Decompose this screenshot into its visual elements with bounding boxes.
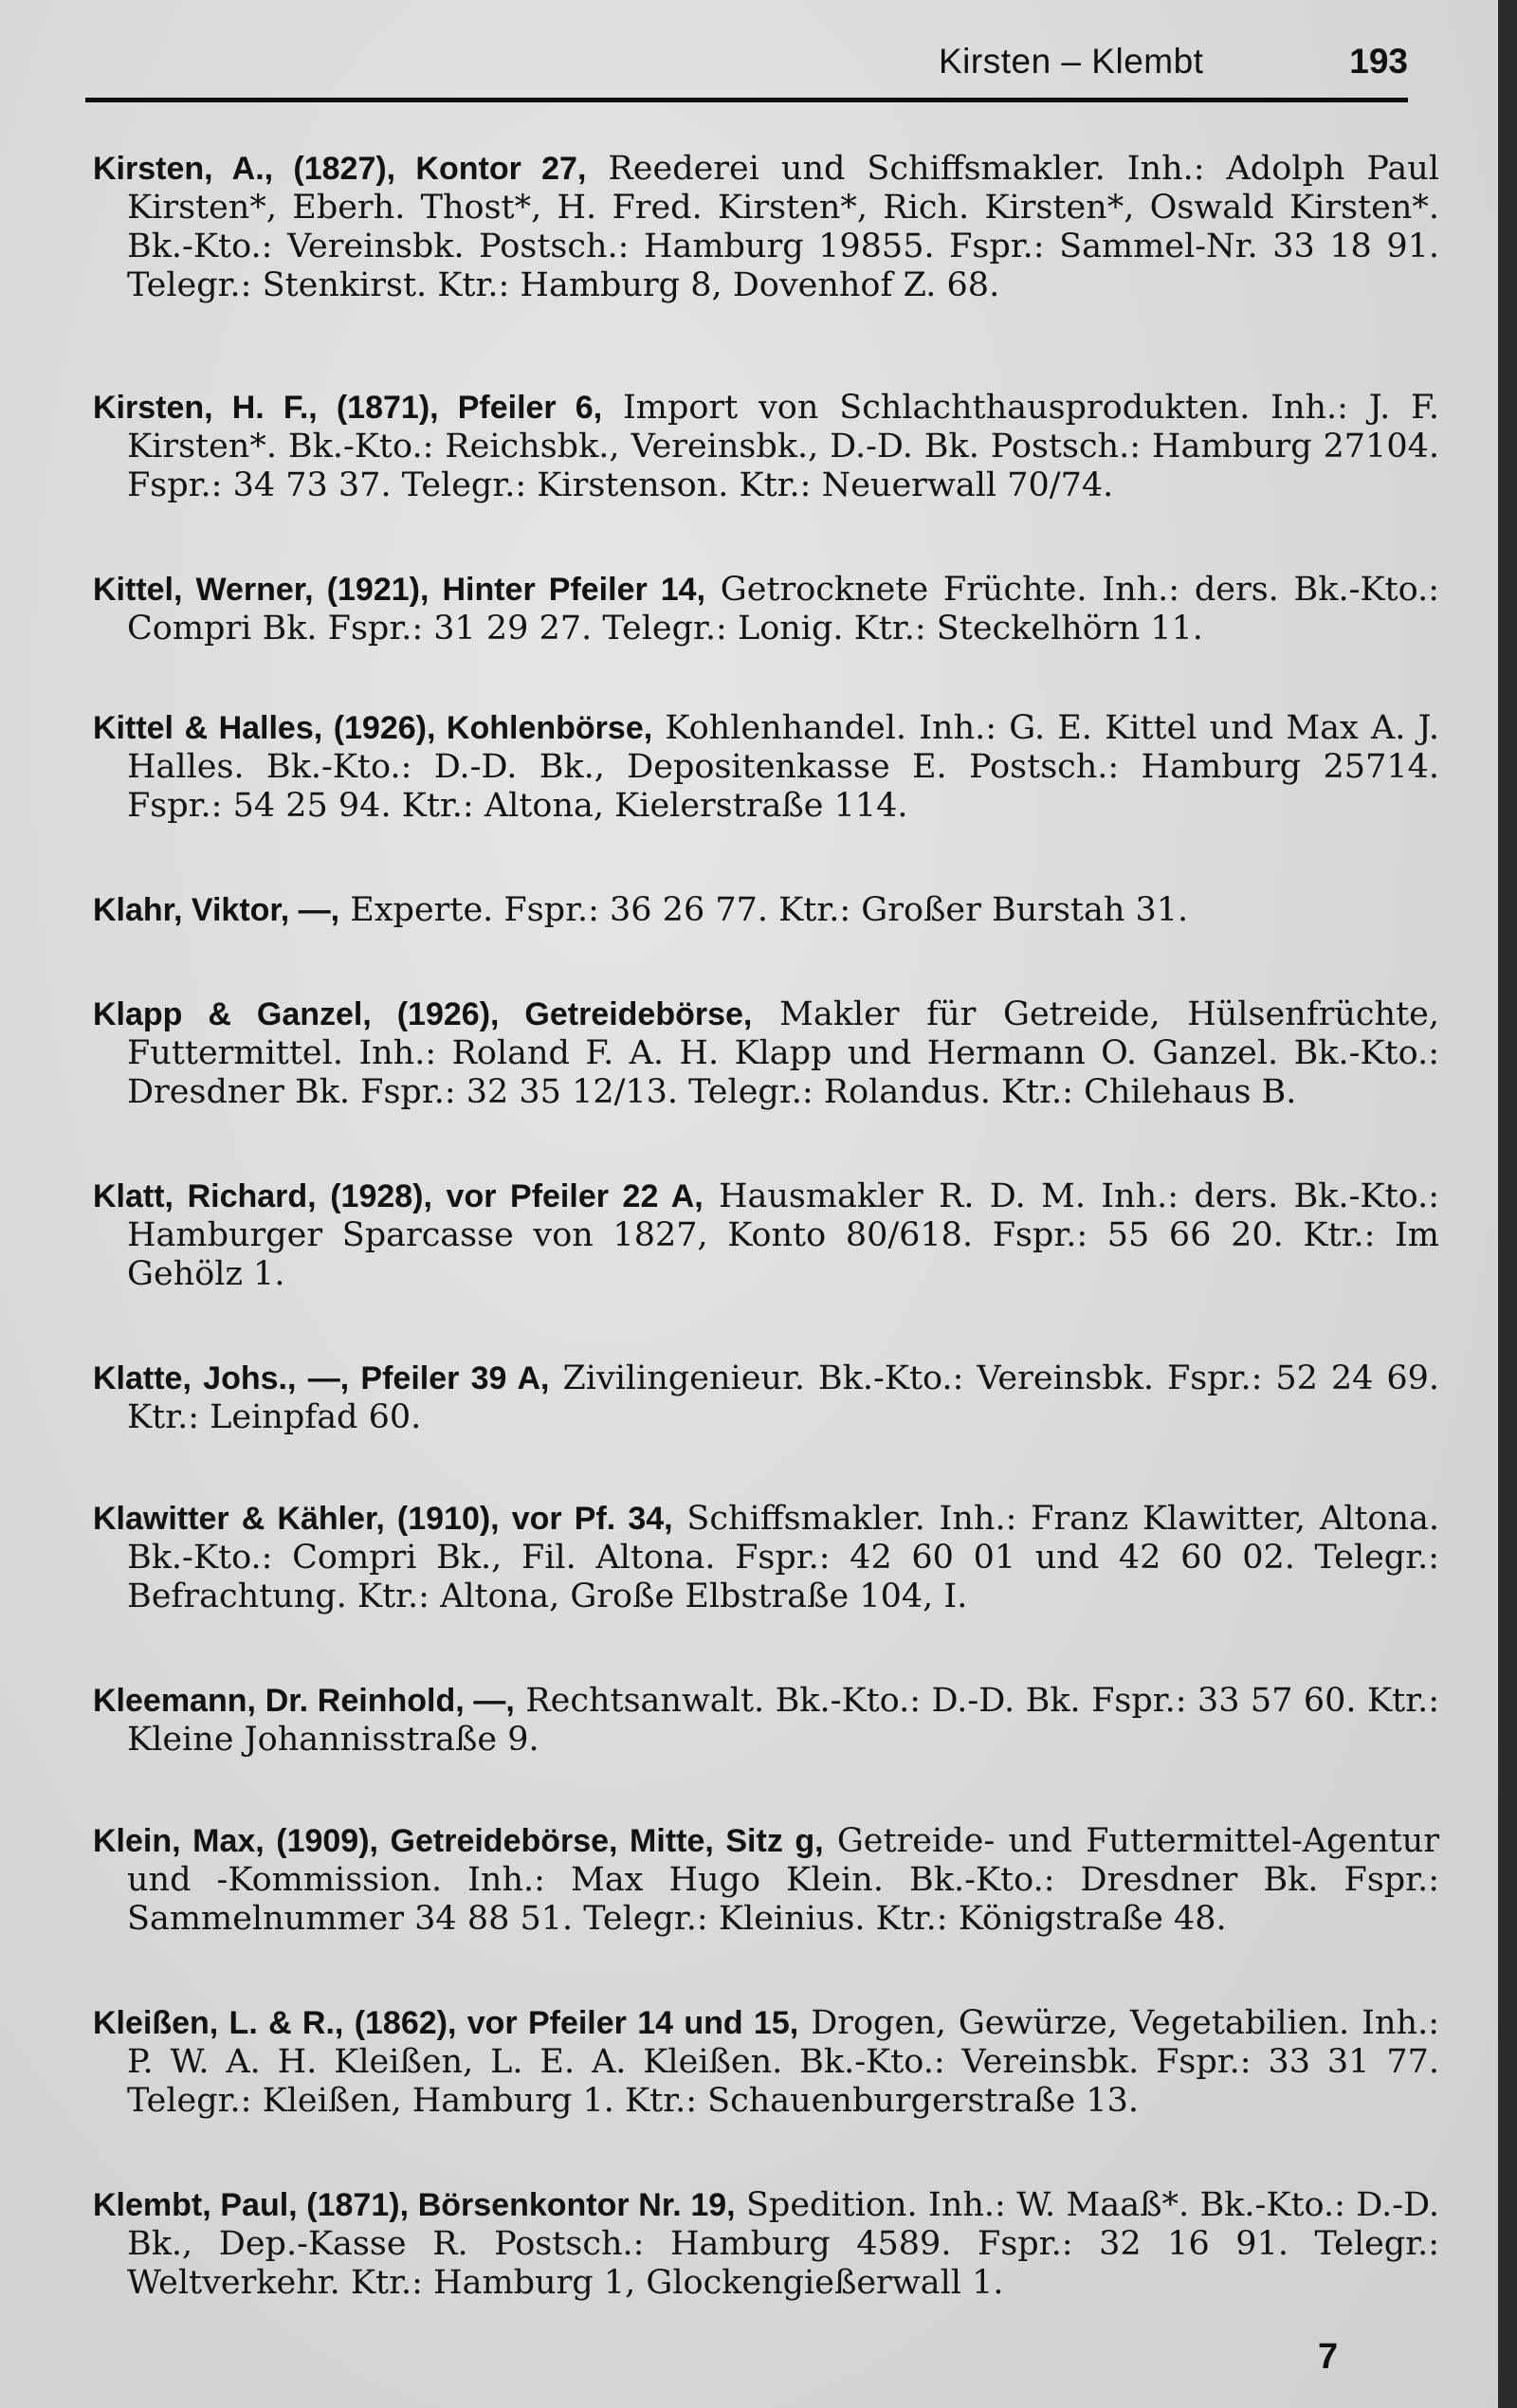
entry-text: Zivilingenieur. Bk.-Kto.: Vereinsbk. Fspr.: 52 24 69. Ktr.: Leinpfad 60.	[127, 1359, 1439, 1436]
directory-entry	[93, 891, 1439, 930]
entry-heading: Klatt, Richard, (1928), vor Pfeiler 22 A,	[93, 1178, 704, 1214]
entry-heading: Kleemann, Dr. Reinhold, —,	[93, 1683, 515, 1719]
entry-heading: Kirsten, A., (1827), Kontor 27,	[93, 151, 587, 187]
entry-heading: Klawitter & Kähler, (1910), vor Pf. 34,	[93, 1501, 673, 1537]
directory-entry	[93, 150, 1439, 305]
header-title: Kirsten – Klembt	[939, 42, 1204, 81]
directory-entry	[93, 2004, 1439, 2121]
page-number: 193	[1349, 42, 1408, 81]
entry-heading: Klembt, Paul, (1871), Börsenkontor Nr. 19,	[93, 2187, 736, 2223]
running-header	[85, 36, 1408, 97]
directory-entry	[93, 995, 1439, 1112]
scan-edge	[1498, 0, 1517, 2408]
directory-entry	[93, 2186, 1439, 2303]
entry-text: Reederei und Schiffsmakler. Inh.: Adolph Paul Kirsten*, Eberh. Thost*, H. Fred. Kirsten*, Rich. Kirsten*, Oswald Kirsten*. Bk.-Kto.: Vereinsbk. Postsch.: Hamburg 19855. Fspr.: Sammel-Nr. 33 18 91. Telegr.: Stenkirst. Ktr.: Hamburg 8, Dovenhof Z. 68.	[127, 150, 1439, 304]
directory-entry	[93, 1359, 1439, 1437]
entry-heading: Klatte, Johs., —, Pfeiler 39 A,	[93, 1360, 550, 1396]
entry-text: Import von Schlachthausprodukten. Inh.: J. F. Kirsten*. Bk.-Kto.: Reichsbk., Vereinsbk., D.-D. Bk. Postsch.: Hamburg 27104. Fspr.: 34 73 37. Telegr.: Kirstenson. Ktr.: Neuerwall 70/74.	[127, 389, 1439, 504]
entry-heading: Klein, Max, (1909), Getreidebörse, Mitte, Sitz g,	[93, 1823, 824, 1859]
directory-entry	[93, 389, 1439, 505]
directory-entry	[93, 571, 1439, 648]
entry-text: Schiffsmakler. Inh.: Franz Klawitter, Altona. Bk.-Kto.: Compri Bk., Fil. Altona. Fspr.: 42 60 01 und 42 60 02. Telegr.: Befrachtung. Ktr.: Altona, Große Elbstraße 104, I.	[127, 1500, 1440, 1615]
sheet-mark: 7	[1318, 2337, 1339, 2377]
entry-heading: Klapp & Ganzel, (1926), Getreidebörse,	[93, 996, 753, 1032]
entry-text: Getrocknete Früchte. Inh.: ders. Bk.-Kto.: Compri Bk. Fspr.: 31 29 27. Telegr.: Lonig. Ktr.: Steckelhörn 11.	[127, 571, 1439, 648]
entry-text: Spedition. Inh.: W. Maaß*. Bk.-Kto.: D.-D. Bk., Dep.-Kasse R. Postsch.: Hamburg 4589. Fspr.: 32 16 91. Telegr.: Weltverkehr. Ktr.: Hamburg 1, Glockengießerwall 1.	[127, 2186, 1439, 2302]
entry-text: Rechtsanwalt. Bk.-Kto.: D.-D. Bk. Fspr.: 33 57 60. Ktr.: Kleine Johannisstraße 9.	[127, 1682, 1439, 1759]
entry-text: Hausmakler R. D. M. Inh.: ders. Bk.-Kto.: Hamburger Sparcasse von 1827, Konto 80/618. Fspr.: 55 66 20. Ktr.: Im Gehölz 1.	[127, 1177, 1440, 1293]
entry-text: Makler für Getreide, Hülsenfrüchte, Futtermittel. Inh.: Roland F. A. H. Klapp und Hermann O. Ganzel. Bk.-Kto.: Dresdner Bk. Fspr.: 32 35 12/13. Telegr.: Rolandus. Ktr.: Chilehaus B.	[127, 995, 1439, 1111]
entry-heading: Kittel, Werner, (1921), Hinter Pfeiler 14,	[93, 572, 706, 608]
entry-heading: Kirsten, H. F., (1871), Pfeiler 6,	[93, 390, 603, 426]
entry-text: Kohlenhandel. Inh.: G. E. Kittel und Max A. J. Halles. Bk.-Kto.: D.-D. Bk., Depositenkasse E. Postsch.: Hamburg 25714. Fspr.: 54 25 94. Ktr.: Altona, Kielerstraße 114.	[127, 709, 1440, 825]
header-rule	[85, 98, 1408, 102]
entry-text: Getreide- und Futtermittel-Agentur und -Kommission. Inh.: Max Hugo Klein. Bk.-Kto.: Dresdner Bk. Fspr.: Sammelnummer 34 88 51. Telegr.: Kleinius. Ktr.: Königstraße 48.	[127, 1822, 1440, 1938]
entry-text: Experte. Fspr.: 36 26 77. Ktr.: Großer Burstah 31.	[339, 891, 1189, 929]
entry-heading: Klahr, Viktor, —,	[93, 892, 340, 928]
entry-text: Drogen, Gewürze, Vegetabilien. Inh.: P. W. A. H. Kleißen, L. E. A. Kleißen. Bk.-Kto.: Vereinsbk. Fspr.: 33 31 77. Telegr.: Kleißen, Hamburg 1. Ktr.: Schauenburgerstraße 13.	[127, 2004, 1439, 2120]
entry-heading: Kleißen, L. & R., (1862), vor Pfeiler 14 und 15,	[93, 2005, 799, 2041]
directory-entry	[93, 1177, 1439, 1294]
directory-entry	[93, 1822, 1439, 1939]
entry-heading: Kittel & Halles, (1926), Kohlenbörse,	[93, 710, 653, 746]
directory-entry	[93, 1500, 1439, 1616]
directory-entry	[93, 1682, 1439, 1760]
directory-entry	[93, 709, 1439, 826]
